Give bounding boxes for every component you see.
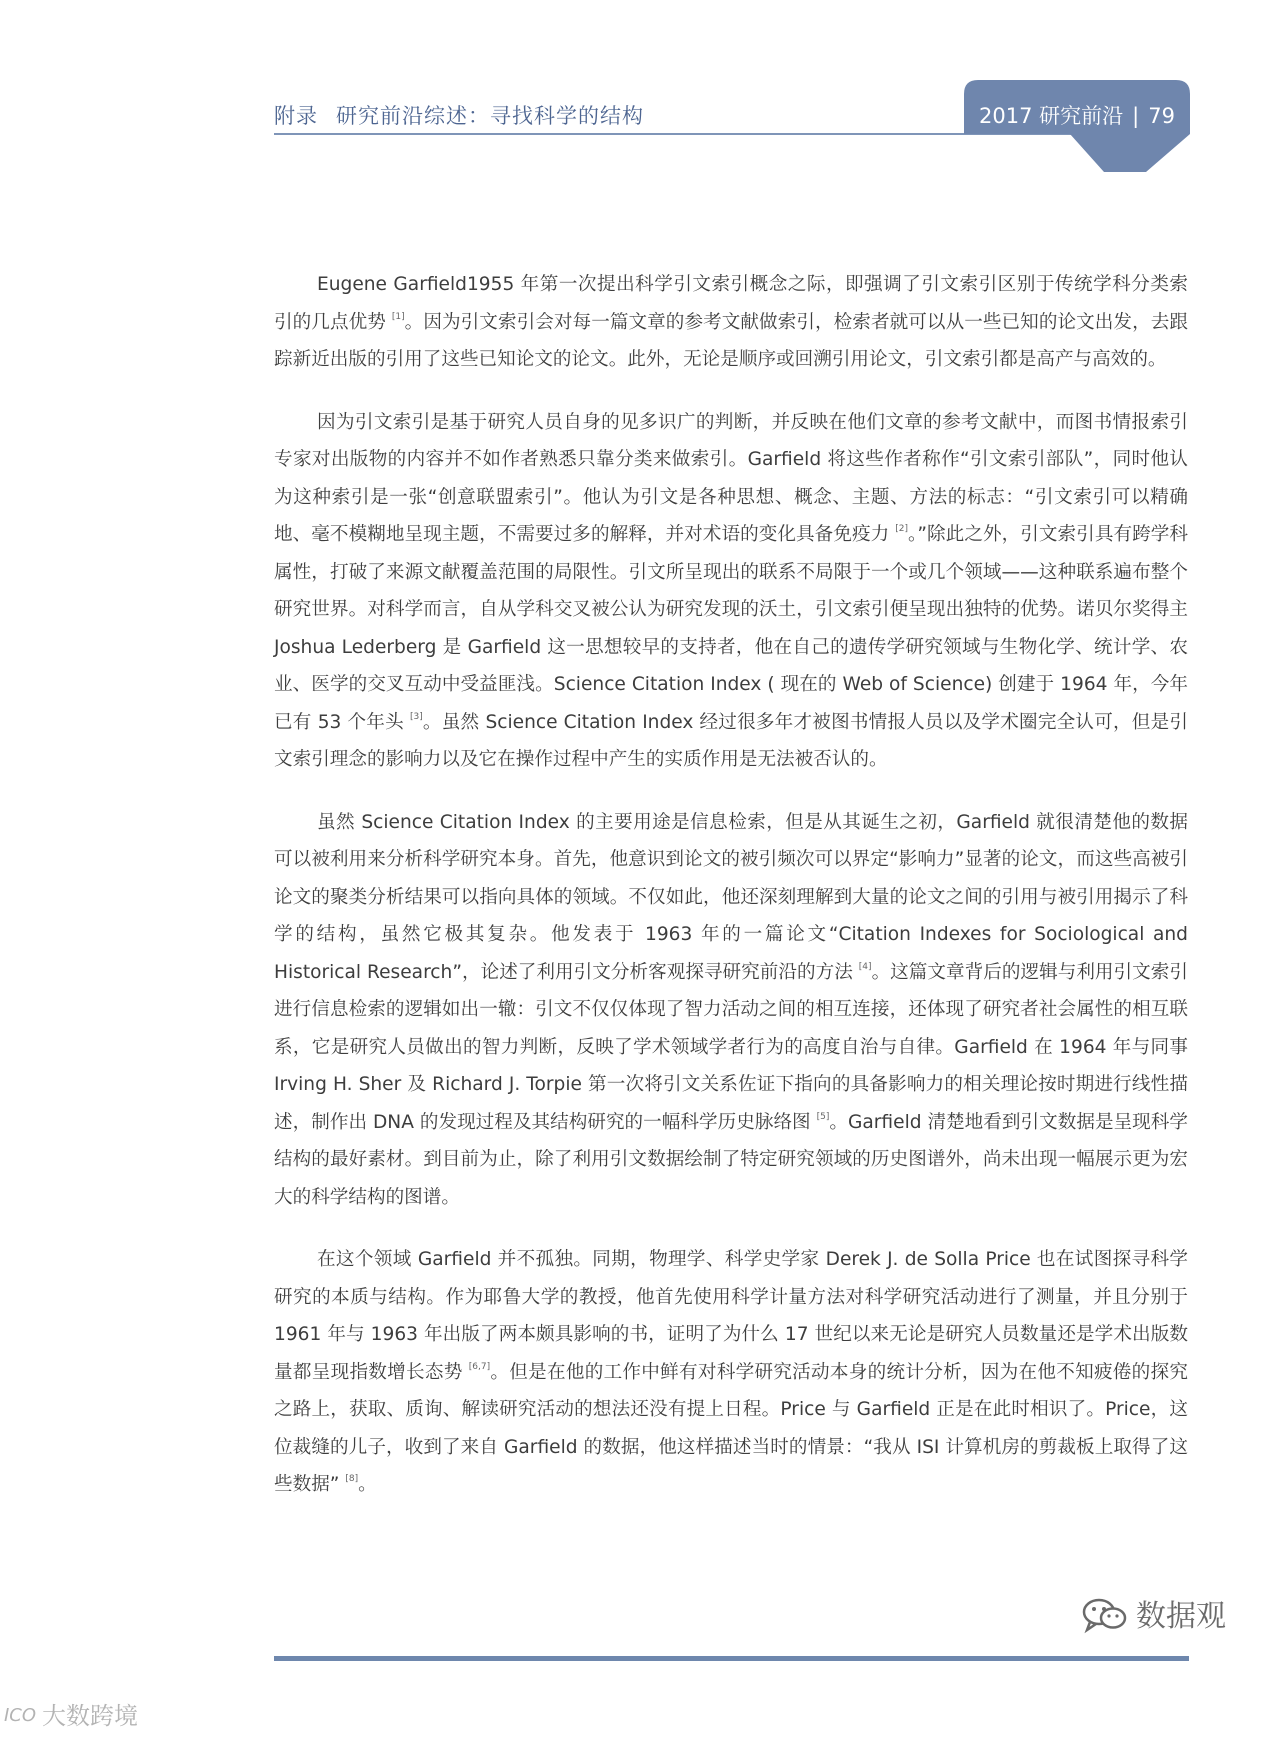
watermark-shujuguan	[1082, 1591, 1226, 1643]
paragraph-text: 。这篇文章背后的逻辑与利用引文索引进行信息检索的逻辑如出一辙：引文不仅仅体现了智力活动之间的相互连接，还体现了研究者社会属性的相互联系，它是研究人员做出的智力判断，反映了学术领域学者行为的高度自治与自律。Garfield 在 1964 年与同事 Irving H. Sher 及 Richard J. Torpie 第一次将引文关系佐证下指向的具备影响力的相关理论按时期进行线性描述，制作出 DNA 的发现过程及其结构研究的一幅科学历史脉络图	[274, 961, 1188, 1133]
citation-ref: [4]	[858, 961, 872, 972]
paragraph-text: 因为引文索引是基于研究人员自身的见多识广的判断，并反映在他们文章的参考文献中，而图书情报索引专家对出版物的内容并不如作者熟悉只靠分类来做索引。Garfield 将这些作者称作“引文索引部队”，同时他认为这种索引是一张“创意联盟索引”。他认为引文是各种思想、概念、主题、方法的标志：“引文索引可以精确地、毫不模糊地呈现主题，不需要过多的解释，并对术语的变化具备免疫力	[274, 411, 1188, 545]
citation-ref: [5]	[816, 1111, 830, 1122]
watermark-left-text: 大数跨境	[42, 1702, 139, 1730]
citation-ref: [3]	[409, 711, 423, 722]
body-text	[274, 266, 1188, 1529]
watermark-dashu	[4, 1696, 138, 1730]
citation-ref: [2]	[895, 524, 908, 534]
header-divider: |	[1132, 104, 1140, 128]
header-title: 研究前沿综述：寻找科学的结构	[336, 104, 644, 128]
paragraph-text: 。虽然 Science Citation Index 经过很多年才被图书情报人员以及学术圈完全认可，但是引文索引理念的影响力以及它在操作过程中产生的实质作用是无法被否认的。	[274, 711, 1188, 770]
citation-ref: [1]	[391, 311, 405, 322]
watermark-logo-icon: ICO	[4, 1705, 37, 1726]
paragraph-3	[274, 804, 1188, 1217]
header-section: 附录	[274, 104, 318, 128]
paragraph-text: 。Garfield 清楚地看到引文数据是呈现科学结构的最好素材。到目前为止，除了利用引文数据绘制了特定研究领域的历史图谱外，尚未出现一幅展示更为宏大的科学结构的图谱。	[274, 1111, 1188, 1208]
citation-ref: [8]	[345, 1474, 359, 1484]
paragraph-text: 。但是在他的工作中鲜有对科学研究活动本身的统计分析，因为在他不知疲倦的探究之路上，获取、质询、解读研究活动的想法还没有提上日程。Price 与 Garfield 正是在此时相识了。Price，这位裁缝的儿子，收到了来自 Garfield 的数据，他这样描述当时的情景：“我从 ISI 计算机房的剪裁板上取得了这些数据”	[274, 1361, 1188, 1495]
report-title: 2017 研究前沿	[979, 104, 1124, 128]
paragraph-text: 虽然 Science Citation Index 的主要用途是信息检索，但是从其诞生之初，Garfield 就很清楚他的数据可以被利用来分析科学研究本身。首先，他意识到论文的被引频次可以界定“影响力”显著的论文，而这些高被引论文的聚类分析结果可以指向具体的领域。不仅如此，他还深刻理解到大量的论文之间的引用与被引用揭示了科学的结构，虽然它极其复杂。他发表于 1963 年的一篇论文“Citation Indexes for Sociological and Historical Research”，论述了利用引文分析客观探寻研究前沿的方法	[274, 811, 1188, 983]
header-tab-label	[977, 100, 1177, 130]
running-header	[274, 100, 644, 130]
footer-rule	[274, 1656, 1189, 1661]
paragraph-text: 。”除此之外，引文索引具有跨学科属性，打破了来源文献覆盖范围的局限性。引文所呈现出的联系不局限于一个或几个领域——这种联系遍布整个研究世界。对科学而言，自从学科交叉被公认为研究发现的沃土，引文索引便呈现出独特的优势。诺贝尔奖得主 Joshua Lederberg 是 Garfield 这一思想较早的支持者，他在自己的遗传学研究领域与生物化学、统计学、农业、医学的交叉互动中受益匪浅。Science Citation Index ( 现在的 Web of Science) 创建于 1964 年，今年已有 53 个年头	[274, 524, 1188, 733]
page-number: 79	[1148, 104, 1175, 128]
paragraph-4	[274, 1241, 1188, 1504]
paragraph-text: 。	[358, 1474, 377, 1495]
paragraph-text: 。因为引文索引会对每一篇文章的参考文献做索引，检索者就可以从一些已知的论文出发，去跟踪新近出版的引用了这些已知论文的论文。此外，无论是顺序或回溯引用论文，引文索引都是高产与高效的。	[274, 311, 1188, 370]
paragraph-text: Eugene Garfield1955 年第一次提出科学引文索引概念之际，即强调了引文索引区别于传统学科分类索引的几点优势	[274, 274, 1188, 333]
citation-ref: [6,7]	[468, 1361, 491, 1372]
watermark-right-text: 数据观	[1136, 1599, 1226, 1634]
wechat-icon	[1082, 1596, 1128, 1634]
paragraph-2	[274, 404, 1188, 779]
paragraph-1	[274, 266, 1188, 379]
paragraph-text: 在这个领域 Garfield 并不孤独。同期，物理学、科学史学家 Derek J. de Solla Price 也在试图探寻科学研究的本质与结构。作为耶鲁大学的教授，他首先使用科学计量方法对科学研究活动进行了测量，并且分别于 1961 年与 1963 年出版了两本颇具影响的书，证明了为什么 17 世纪以来无论是研究人员数量还是学术出版数量都呈现指数增长态势	[274, 1249, 1188, 1383]
